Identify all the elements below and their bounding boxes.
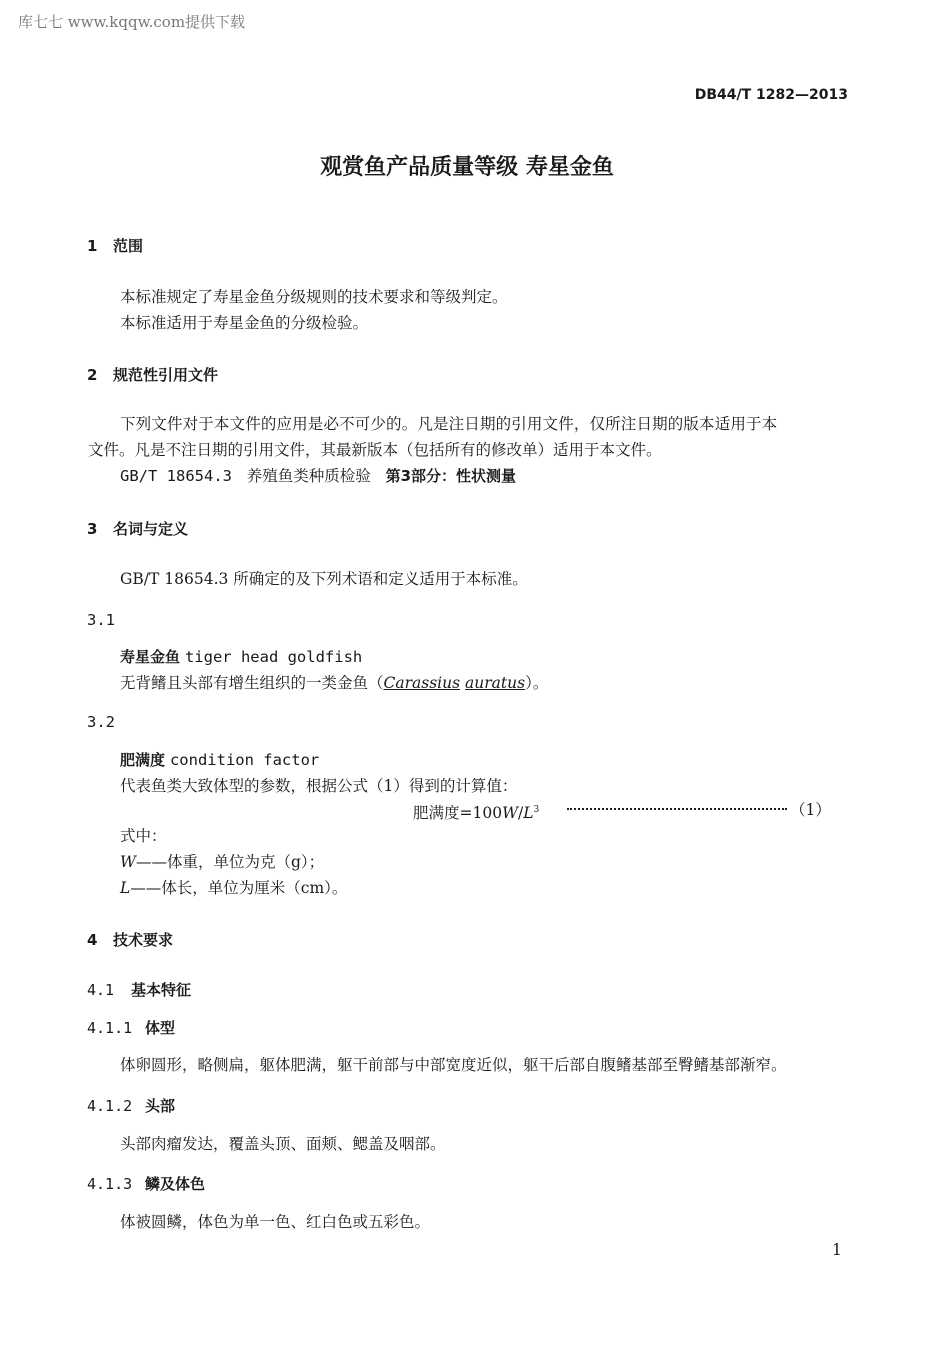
term: 寿星金鱼 tiger head goldfish — [120, 648, 363, 666]
formula-number: （1） — [790, 801, 831, 819]
section-3-heading: 3 名词与定义 — [87, 520, 189, 538]
document-code: DB44/T 1282—2013 — [694, 87, 848, 103]
paragraph: 文件。凡是不注日期的引用文件，其最新版本（包括所有的修改单）适用于本文件。 — [88, 441, 662, 459]
section-4-1-1-heading: 4.1.1 体型 — [87, 1019, 176, 1037]
section-4-1-3-heading: 4.1.3 鳞及体色 — [87, 1175, 206, 1193]
formula: 肥满度$=100W/L^3$ — [413, 804, 540, 823]
variable-l: L——体长，单位为厘米（cm）。 — [120, 879, 348, 897]
section-4-1-heading: 4.1 基本特征 — [87, 981, 192, 999]
paragraph: 本标准适用于寿星金鱼的分级检验。 — [120, 314, 369, 332]
section-4-1-2-heading: 4.1.2 头部 — [87, 1097, 176, 1115]
formula-leader-dots — [567, 798, 787, 810]
where-label: 式中： — [120, 827, 167, 845]
paragraph: 本标准规定了寿星金鱼分级规则的技术要求和等级判定。 — [120, 288, 508, 306]
paragraph: GB/T 18654.3 所确定的及下列术语和定义适用于本标准。 — [120, 570, 528, 588]
definition: 代表鱼类大致体型的参数，根据公式（1）得到的计算值： — [120, 777, 518, 795]
variable-w: W——体重，单位为克（g）； — [120, 853, 325, 871]
watermark: 库七七 www.kqqw.com提供下载 — [18, 13, 246, 31]
paragraph: 下列文件对于本文件的应用是必不可少的。凡是注日期的引用文件，仅所注日期的版本适用于本 — [120, 415, 778, 433]
reference-item: GB/T 18654.3 养殖鱼类种质检验 第3部分：性状测量 — [120, 467, 517, 485]
paragraph: 体卵圆形，略侧扁，躯体肥满，躯干前部与中部宽度近似，躯干后部自腹鳍基部至臀鳍基部渐窄。 — [120, 1056, 787, 1074]
paragraph: 体被圆鳞，体色为单一色、红白色或五彩色。 — [120, 1213, 431, 1231]
clause-number: 3.2 — [87, 713, 115, 731]
term: 肥满度 condition factor — [120, 751, 320, 769]
definition: 无背鳍且头部有增生组织的一类金鱼（Carassius auratus）。 — [120, 674, 549, 692]
section-2-heading: 2 规范性引用文件 — [87, 366, 219, 384]
clause-number: 3.1 — [87, 611, 115, 629]
page-title: 观赏鱼产品质量等级 寿星金鱼 — [320, 155, 614, 180]
section-4-heading: 4 技术要求 — [87, 931, 174, 949]
section-1-heading: 1 范围 — [87, 237, 144, 255]
paragraph: 头部肉瘤发达，覆盖头顶、面颊、鳃盖及咽部。 — [120, 1135, 446, 1153]
page-number: 1 — [832, 1241, 842, 1259]
